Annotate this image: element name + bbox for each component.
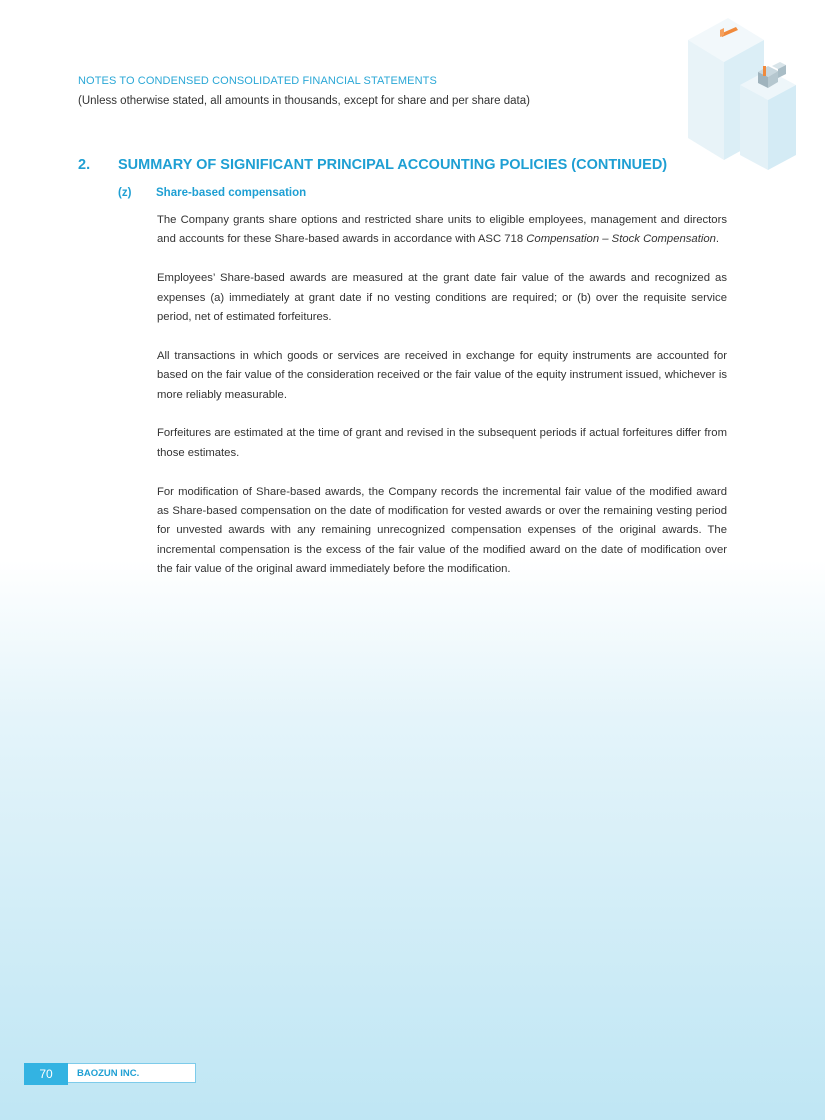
page-number: 70 — [24, 1063, 68, 1085]
body-text — [157, 211, 727, 599]
company-name: BAOZUN INC. — [68, 1063, 196, 1083]
building-illustration-icon — [680, 0, 825, 175]
paragraph: The Company grants share options and restricted share units to eligible employees, management and directors and accounts for these Share-based awards in accordance with ASC 718 Compensation – Stock Compensation. — [157, 214, 727, 246]
section-number: 2. — [78, 157, 91, 173]
section-heading — [78, 157, 728, 173]
running-header-subtitle: (Unless otherwise stated, all amounts in thousands, except for share and per share data) — [78, 95, 530, 107]
standard-name: Compensation – Stock Compensation — [526, 233, 716, 246]
paragraph: All transactions in which goods or services are received in exchange for equity instruments are accounted for based on the fair value of the consideration received or the fair value of the equity instrument issued, whichever is more reliably measurable. — [157, 349, 727, 401]
page-footer — [24, 1063, 196, 1085]
running-header-title: NOTES TO CONDENSED CONSOLIDATED FINANCIAL STATEMENTS — [78, 75, 437, 87]
paragraph: For modification of Share-based awards, the Company records the incremental fair value of the modified award as Share-based compensation on the date of modification for vested awards or over the remaining vesting period for unvested awards with any remaining unrecognized compensation expenses of the original awards. The incremental compensation is the excess of the fair value of the modified award on the date of modification over the fair value of the original award immediately before the modification. — [157, 485, 727, 576]
paragraph: Employees’ Share-based awards are measured at the grant date fair value of the awards and recognized as expenses (a) immediately at grant date if no vesting conditions are required; or (b) over the requisite service period, net of estimated forfeitures. — [157, 272, 727, 324]
subsection-letter: (z) — [118, 187, 132, 199]
paragraph: Forfeitures are estimated at the time of grant and revised in the subsequent periods if actual forfeitures differ from those estimates. — [157, 427, 727, 459]
subsection-title: Share-based compensation — [156, 187, 307, 199]
subsection-heading — [118, 187, 306, 199]
section-title: SUMMARY OF SIGNIFICANT PRINCIPAL ACCOUNTING POLICIES (CONTINUED) — [118, 157, 668, 173]
